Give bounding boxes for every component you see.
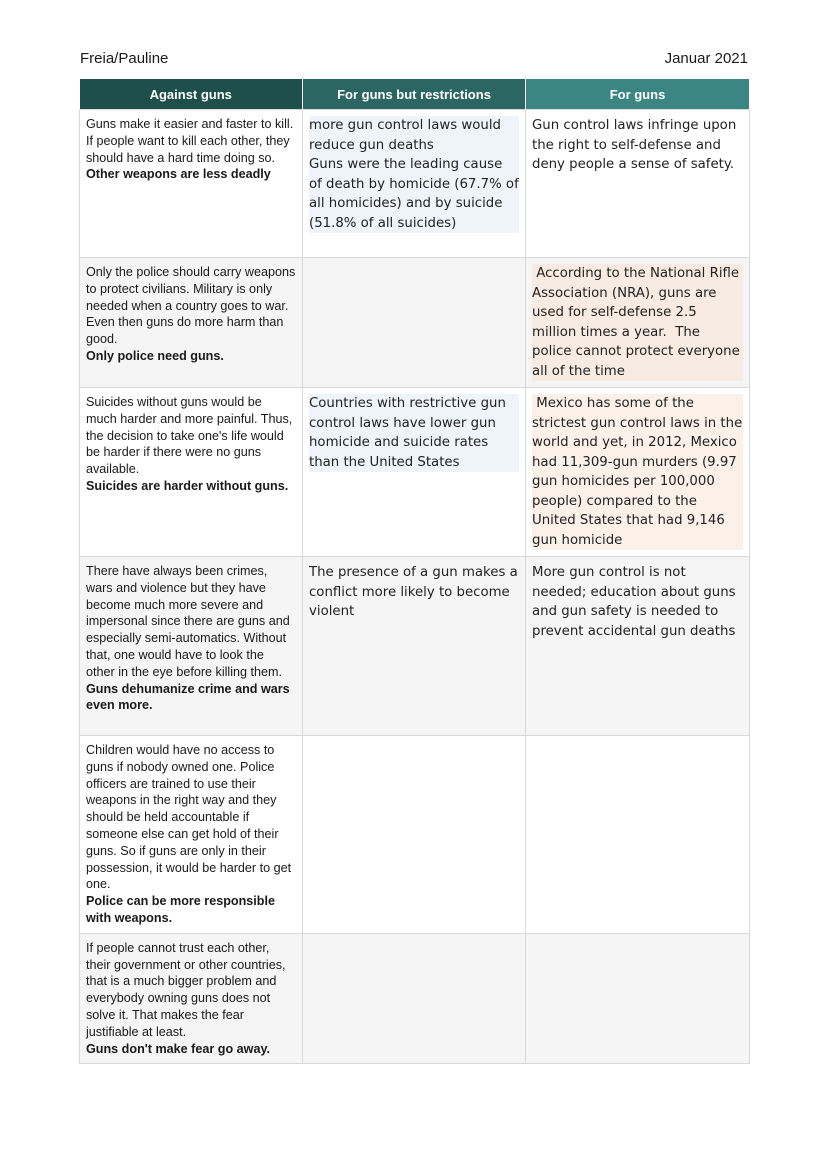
restrictions-cell bbox=[303, 388, 526, 557]
for-cell bbox=[526, 736, 750, 934]
argument-text: Guns were the leading cause of death by homicide (67.7% of all homicides) and by suicide (51.8% of all suicides) bbox=[309, 155, 519, 233]
against-cell bbox=[80, 258, 303, 388]
restrictions-cell bbox=[303, 736, 526, 934]
against-cell bbox=[80, 110, 303, 258]
column-header-for: For guns bbox=[526, 79, 750, 110]
column-header-against: Against guns bbox=[80, 79, 303, 110]
against-cell bbox=[80, 736, 303, 934]
restrictions-cell bbox=[303, 258, 526, 388]
restrictions-cell bbox=[303, 557, 526, 736]
author-name: Freia/Pauline bbox=[80, 50, 169, 67]
table-row bbox=[80, 557, 750, 736]
for-cell bbox=[526, 933, 750, 1064]
table-row bbox=[80, 388, 750, 557]
argument-text: Guns make it easier and faster to kill. If people want to kill each other, they should have a hard time doing so. bbox=[86, 117, 294, 165]
argument-summary: Only police need guns. bbox=[86, 348, 224, 363]
for-cell bbox=[526, 557, 750, 736]
table-row bbox=[80, 258, 750, 388]
column-header-restrictions: For guns but restrictions bbox=[303, 79, 526, 110]
for-cell bbox=[526, 388, 750, 557]
argument-text: Countries with restrictive gun control laws have lower gun homicide and suicide rates than the United States bbox=[309, 394, 519, 472]
argument-summary: Suicides are harder without guns. bbox=[86, 478, 289, 493]
page-header bbox=[80, 50, 748, 70]
table-header-row bbox=[80, 79, 750, 110]
argument-summary: Guns don't make fear go away. bbox=[86, 1041, 271, 1056]
argument-text: More gun control is not needed; education about guns and gun safety is needed to prevent accidental gun deaths bbox=[532, 565, 736, 639]
argument-text: Children would have no access to guns if nobody owned one. Police officers are trained to use their weapons in the right way and they should be held accountable if someone else can get hold of their guns. So if guns are only in their possession, it would be harder to get one. bbox=[86, 743, 292, 892]
table-row bbox=[80, 110, 750, 258]
argument-text: The presence of a gun makes a conflict more likely to become violent bbox=[309, 565, 518, 619]
for-cell bbox=[526, 110, 750, 258]
against-cell bbox=[80, 933, 303, 1064]
against-cell bbox=[80, 557, 303, 736]
document-date: Januar 2021 bbox=[664, 50, 748, 67]
argument-text: Suicides without guns would be much harder and more painful. Thus, the decision to take one's life would be harder if there were no guns available. bbox=[86, 395, 293, 477]
for-cell bbox=[526, 258, 750, 388]
argument-text: Only the police should carry weapons to protect civilians. Military is only needed when a country goes to war. Even then guns do more harm than good. bbox=[86, 265, 296, 347]
table-row bbox=[80, 736, 750, 934]
argument-text: more gun control laws would reduce gun deaths bbox=[309, 116, 519, 155]
argument-summary: Police can be more responsible with weapons. bbox=[86, 894, 275, 925]
table-row bbox=[80, 933, 750, 1064]
argument-text: Mexico has some of the strictest gun control laws in the world and yet, in 2012, Mexico had 11,309-gun murders (9.97 gun homicides per 100,000 people) compared to the United States that had 9,146 gun homicide bbox=[532, 394, 743, 550]
against-cell bbox=[80, 388, 303, 557]
argument-text: There have always been crimes, wars and violence but they have become much more severe and impersonal since there are guns and especially semi-automatics. Without that, one would have to look the other in the eye before killing them. bbox=[86, 564, 290, 679]
argument-summary: Guns dehumanize crime and wars even more. bbox=[86, 681, 290, 713]
argument-text: According to the National Rifle Association (NRA), guns are used for self-defense 2.5 million times a year. The police cannot protect everyone all of the time bbox=[532, 264, 743, 381]
argument-text: Gun control laws infringe upon the right to self-defense and deny people a sense of safety. bbox=[532, 118, 737, 172]
argument-table bbox=[79, 79, 750, 1064]
argument-text: If people cannot trust each other, their government or other countries, that is a much bigger problem and everybody owning guns does not solve it. That makes the fear justifiable at least. bbox=[86, 940, 286, 1039]
restrictions-cell bbox=[303, 933, 526, 1064]
argument-summary: Other weapons are less deadly bbox=[86, 167, 271, 182]
restrictions-cell bbox=[303, 110, 526, 258]
